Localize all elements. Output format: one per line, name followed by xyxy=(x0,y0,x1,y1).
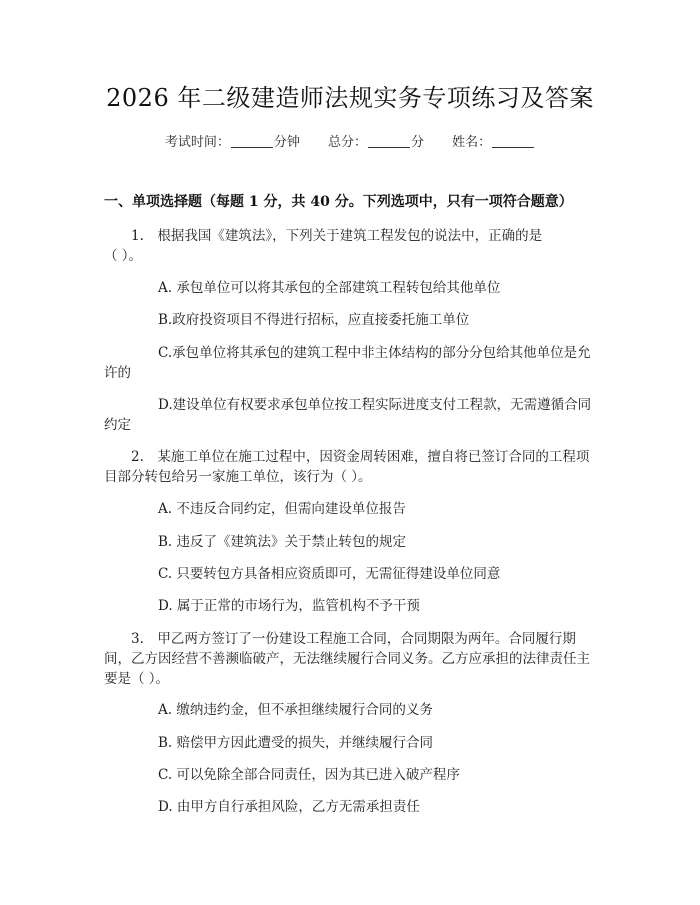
total-score-blank xyxy=(368,135,410,148)
total-score-field xyxy=(328,135,424,150)
question-2-option-c: C. 只要转包方具备相应资质即可，无需征得建设单位同意 xyxy=(158,566,501,582)
question-2-option-d: D. 属于正常的市场行为，监管机构不予干预 xyxy=(158,598,420,614)
exam-time-blank xyxy=(231,135,273,148)
name-blank xyxy=(492,135,534,148)
question-1-option-a: A. 承包单位可以将其承包的全部建筑工程转包给其他单位 xyxy=(158,280,501,296)
question-1-option-b: B.政府投资项目不得进行招标，应直接委托施工单位 xyxy=(158,312,470,328)
section-header: 一、单项选择题（每题 1 分，共 40 分。下列选项中，只有一项符合题意） xyxy=(104,194,573,210)
question-2-line-1: 2. 某施工单位在施工过程中，因资金周转困难，擅自将已签订合同的工程项 xyxy=(131,449,590,465)
question-2-option-b: B. 违反了《建筑法》关于禁止转包的规定 xyxy=(158,534,407,550)
question-1-option-c-line-1: C.承包单位将其承包的建筑工程中非主体结构的部分分包给其他单位是允 xyxy=(158,345,591,361)
exam-time-field xyxy=(165,135,300,150)
question-3-line-1: 3. 甲乙两方签订了一份建设工程施工合同，合同期限为两年。合同履行期 xyxy=(131,631,576,647)
exam-time-unit: 分钟 xyxy=(273,135,300,150)
exam-time-label: 考试时间： xyxy=(164,135,230,150)
question-1-line-2: （ ）。 xyxy=(104,248,143,264)
question-1-option-d-line-1: D.建设单位有权要求承包单位按工程实际进度支付工程款，无需遵循合同 xyxy=(158,397,592,413)
question-3-line-2: 间，乙方因经营不善濒临破产，无法继续履行合同义务。乙方应承担的法律责任主 xyxy=(104,651,590,667)
question-3-line-3: 要是（ ）。 xyxy=(104,671,170,687)
question-3-option-d: D. 由甲方自行承担风险，乙方无需承担责任 xyxy=(158,799,420,815)
total-score-label: 总分： xyxy=(327,135,367,150)
question-3-option-a: A. 缴纳违约金，但不承担继续履行合同的义务 xyxy=(158,702,433,718)
question-2-line-2: 目部分转包给另一家施工单位，该行为（ ）。 xyxy=(104,469,372,485)
name-field xyxy=(452,135,535,150)
name-label: 姓名： xyxy=(452,135,492,150)
question-3-option-b: B. 赔偿甲方因此遭受的损失，并继续履行合同 xyxy=(158,735,434,751)
question-2-option-a: A. 不违反合同约定，但需向建设单位报告 xyxy=(158,501,406,517)
question-1-option-c-line-2: 许的 xyxy=(104,365,131,381)
total-score-unit: 分 xyxy=(411,135,425,150)
exam-info xyxy=(0,131,700,150)
question-3-option-c: C. 可以免除全部合同责任，因为其已进入破产程序 xyxy=(158,767,460,783)
page-title: 2026 年二级建造师法规实务专项练习及答案 xyxy=(106,84,594,112)
question-1-option-d-line-2: 约定 xyxy=(104,417,131,433)
question-1-line-1: 1. 根据我国《建筑法》，下列关于建筑工程发包的说法中，正确的是 xyxy=(131,228,543,244)
